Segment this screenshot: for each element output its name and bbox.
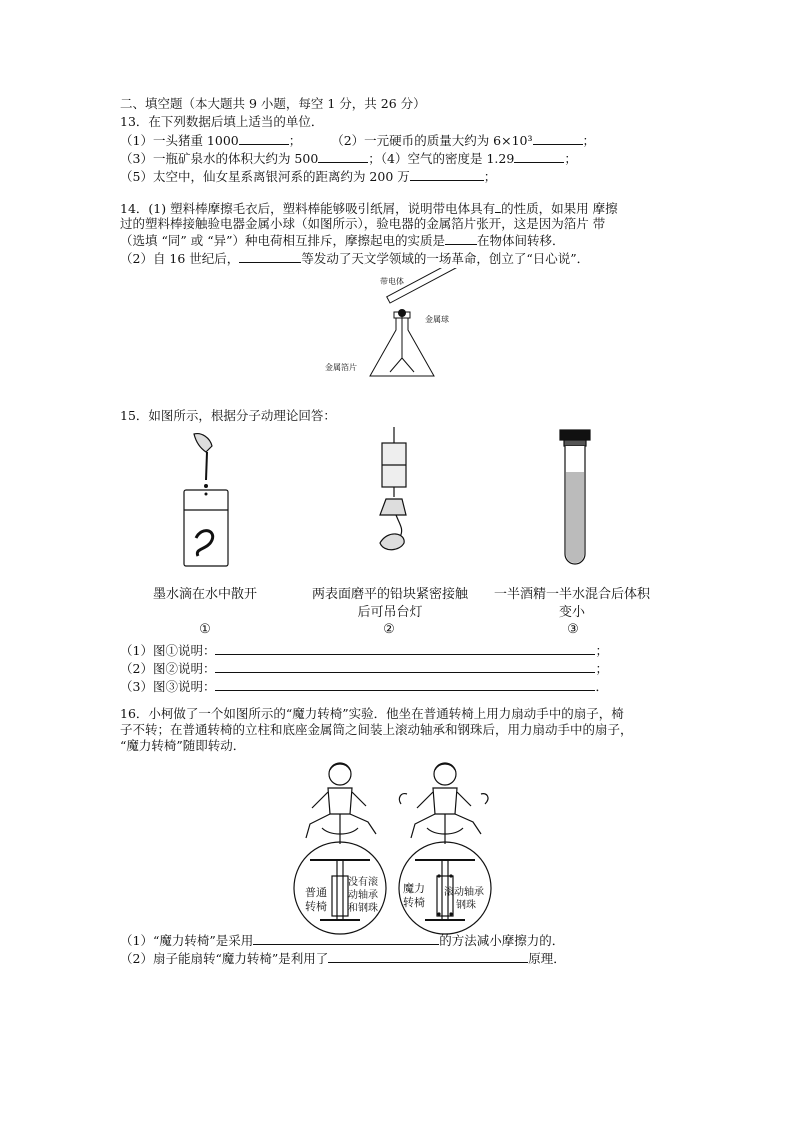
label-metal-foil: 金属箔片 <box>325 363 357 372</box>
answer-blank[interactable] <box>253 932 439 945</box>
q14-line2: 过的塑料棒接触验电器金属小球（如图所示），验电器的金属箔片张开，这是因为箔片 带 <box>120 216 606 231</box>
q15-answer1: （1）图①说明： ； <box>120 643 608 658</box>
answer-blank[interactable] <box>215 642 595 655</box>
ink-in-water-figure <box>172 430 242 570</box>
caption-figure3-line2: 变小 <box>558 605 585 620</box>
answer-blank[interactable] <box>215 678 595 691</box>
answer-blank[interactable] <box>445 232 477 245</box>
section-title: 二、填空题（本大题共 9 小题，每空 1 分，共 26 分） <box>120 96 426 111</box>
figure-number-2: ② <box>383 622 395 637</box>
metal-ball <box>398 309 406 317</box>
q15-stem: 15．如图所示，根据分子动理论回答： <box>120 408 336 423</box>
figure-number-1: ① <box>199 622 211 637</box>
label-ball-bearing: 滚动轴承 钢珠 <box>444 887 484 911</box>
answer-blank[interactable] <box>215 660 595 673</box>
test-tube-figure <box>550 428 600 568</box>
electroscope-figure <box>360 268 480 390</box>
q13-row1: （1）一头猪重 1000 ； （2）一元硬币的质量大约为 6×10³ ； <box>120 133 596 148</box>
answer-blank[interactable] <box>318 150 368 163</box>
q16-answer2: （2）扇子能扇转“魔力转椅”是利用了 原理． <box>120 951 566 966</box>
q16-line3: “魔力转椅”随即转动． <box>120 738 246 753</box>
q14-line3: （选填 “同” 或 “异”）种电荷相互排斥，摩擦起电的实质是 在物体间转移． <box>120 233 565 248</box>
caption-figure2-line1: 两表面磨平的铅块紧密接触 <box>311 587 468 602</box>
q13-row2: （3）一瓶矿泉水的体积大约为 500 ；（4）空气的密度是 1.29 ； <box>120 151 577 166</box>
q16-line2: 子不转；在普通转椅的立柱和底座金属筒之间装上滚动轴承和钢珠后，用力扇动手中的扇子， <box>120 722 633 737</box>
lead-blocks-figure <box>360 425 430 565</box>
answer-blank[interactable] <box>514 150 564 163</box>
answer-blank[interactable] <box>239 132 289 145</box>
q16-answer1: （1）“魔力转椅”是采用 的方法减小摩擦力的． <box>120 933 565 948</box>
label-metal-ball: 金属球 <box>425 315 449 324</box>
q13-item4: ；（4）空气的密度是 1.29 <box>368 151 515 166</box>
label-ordinary-chair: 普通 转椅 <box>305 886 327 913</box>
caption-figure2-line2: 后可吊台灯 <box>357 605 423 620</box>
q13-item1: （1）一头猪重 1000 <box>120 133 239 148</box>
label-magic-chair: 魔力 转椅 <box>403 882 425 909</box>
caption-figure3-line1: 一半酒精一半水混合后体积 <box>493 587 650 602</box>
q13-stem: 13．在下列数据后填上适当的单位． <box>120 114 324 129</box>
caption-figure1: 墨水滴在水中散开 <box>152 587 257 602</box>
answer-blank[interactable] <box>239 250 301 263</box>
answer-blank[interactable] <box>533 132 583 145</box>
q16-line1: 16．小柯做了一个如图所示的“魔力转椅”实验．他坐在普通转椅上用力扇动手中的扇子，椅 <box>120 706 624 721</box>
figure-number-3: ③ <box>567 622 579 637</box>
q15-answer2: （2）图②说明： ； <box>120 661 608 676</box>
label-charged-body: 带电体 <box>380 277 404 286</box>
q14-line4: （2）自 16 世纪后， 等发动了天文学领域的一场革命，创立了“日心说”． <box>120 251 590 266</box>
q13-row3: （5）太空中，仙女星系离银河系的距离约为 200 万 ； <box>120 169 497 184</box>
label-no-bearing: 没有滚 动轴承 和钢珠 <box>348 877 378 914</box>
q13-item2: （2）一元硬币的质量大约为 6×10³ <box>331 133 533 148</box>
q13-item5: （5）太空中，仙女星系离银河系的距离约为 200 万 <box>120 169 410 184</box>
answer-blank[interactable] <box>410 168 484 181</box>
q15-answer3: （3）图③说明： ． <box>120 679 608 694</box>
q13-item3: （3）一瓶矿泉水的体积大约为 500 <box>120 151 319 166</box>
q14-line1: 14．(1) 塑料棒摩擦毛衣后，塑料棒能够吸引纸屑，说明带电体具有 的性质，如果用 摩擦 <box>120 201 618 216</box>
answer-blank[interactable] <box>328 950 528 963</box>
